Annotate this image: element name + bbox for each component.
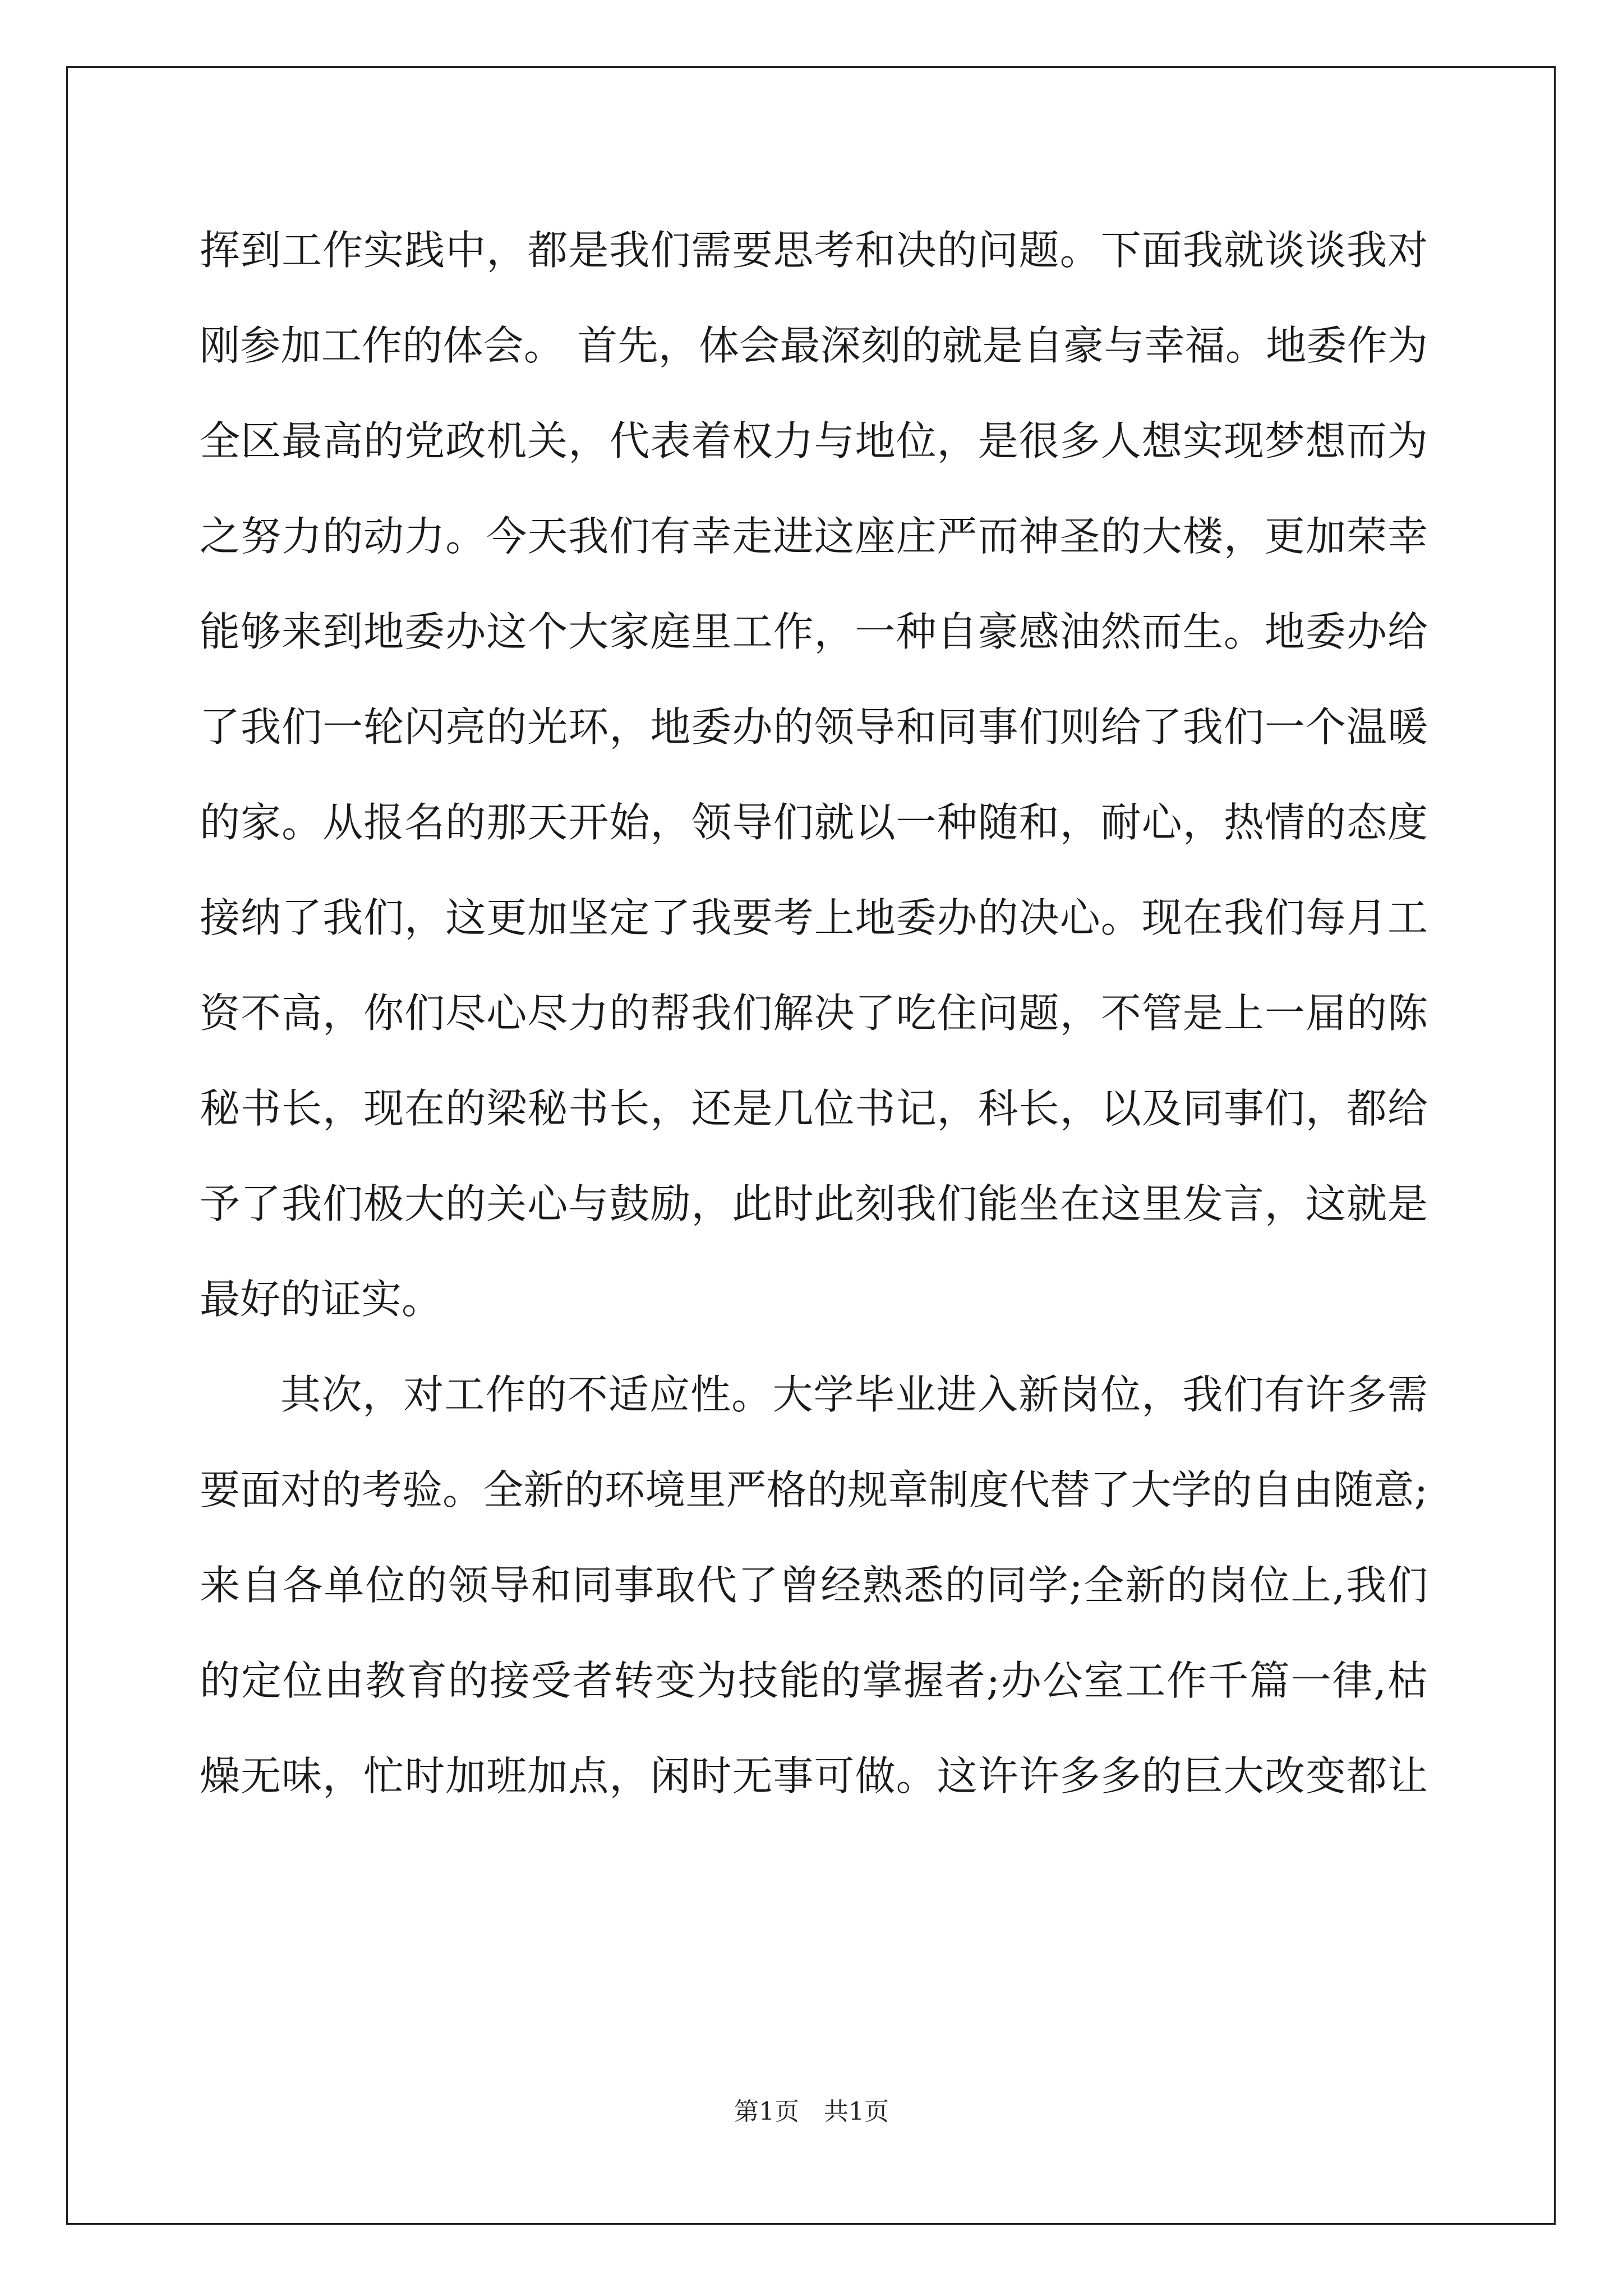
text-line: 最好的证实。 [200, 1276, 442, 1323]
text-line: 全区最高的党政机关，代表着权力与地位，是很多人想实现梦想而为 [200, 417, 1428, 464]
page-footer [0, 2095, 1623, 2129]
page-number: 第1页 共1页 [734, 2097, 889, 2126]
text-line: 刚参加工作的体会。 首先，体会最深刻的就是自豪与幸福。地委作为 [200, 322, 1428, 369]
text-line: 予了我们极大的关心与鼓励，此时此刻我们能坐在这里发言，这就是 [200, 1180, 1428, 1227]
paragraph-2 [200, 1358, 1428, 1834]
text-line: 其次，对工作的不适应性。大学毕业进入新岗位，我们有许多需 [280, 1371, 1428, 1418]
text-line: 燥无味，忙时加班加点，闲时无事可做。这许许多多的巨大改变都让 [200, 1752, 1428, 1800]
document-body [200, 213, 1428, 1834]
text-line: 的家。从报名的那天开始，领导们就以一种随和，耐心，热情的态度 [200, 799, 1428, 846]
text-line: 资不高，你们尽心尽力的帮我们解决了吃住问题，不管是上一届的陈 [200, 990, 1428, 1037]
paragraph-1 [200, 213, 1428, 1358]
text-line: 要面对的考验。全新的环境里严格的规章制度代替了大学的自由随意; [200, 1466, 1428, 1513]
text-line: 挥到工作实践中，都是我们需要思考和决的问题。下面我就谈谈我对 [200, 227, 1428, 274]
text-line: 秘书长，现在的梁秘书长，还是几位书记，科长，以及同事们，都给 [200, 1085, 1428, 1132]
text-line: 能够来到地委办这个大家庭里工作，一种自豪感油然而生。地委办给 [200, 608, 1428, 655]
text-line: 之努力的动力。今天我们有幸走进这座庄严而神圣的大楼，更加荣幸 [200, 513, 1428, 560]
text-line: 来自各单位的领导和同事取代了曾经熟悉的同学;全新的岗位上,我们 [200, 1562, 1428, 1609]
text-line: 接纳了我们，这更加坚定了我要考上地委办的决心。现在我们每月工 [200, 894, 1428, 941]
text-line: 了我们一轮闪亮的光环，地委办的领导和同事们则给了我们一个温暖 [200, 703, 1428, 751]
text-line: 的定位由教育的接受者转变为技能的掌握者;办公室工作千篇一律,枯 [200, 1657, 1428, 1704]
